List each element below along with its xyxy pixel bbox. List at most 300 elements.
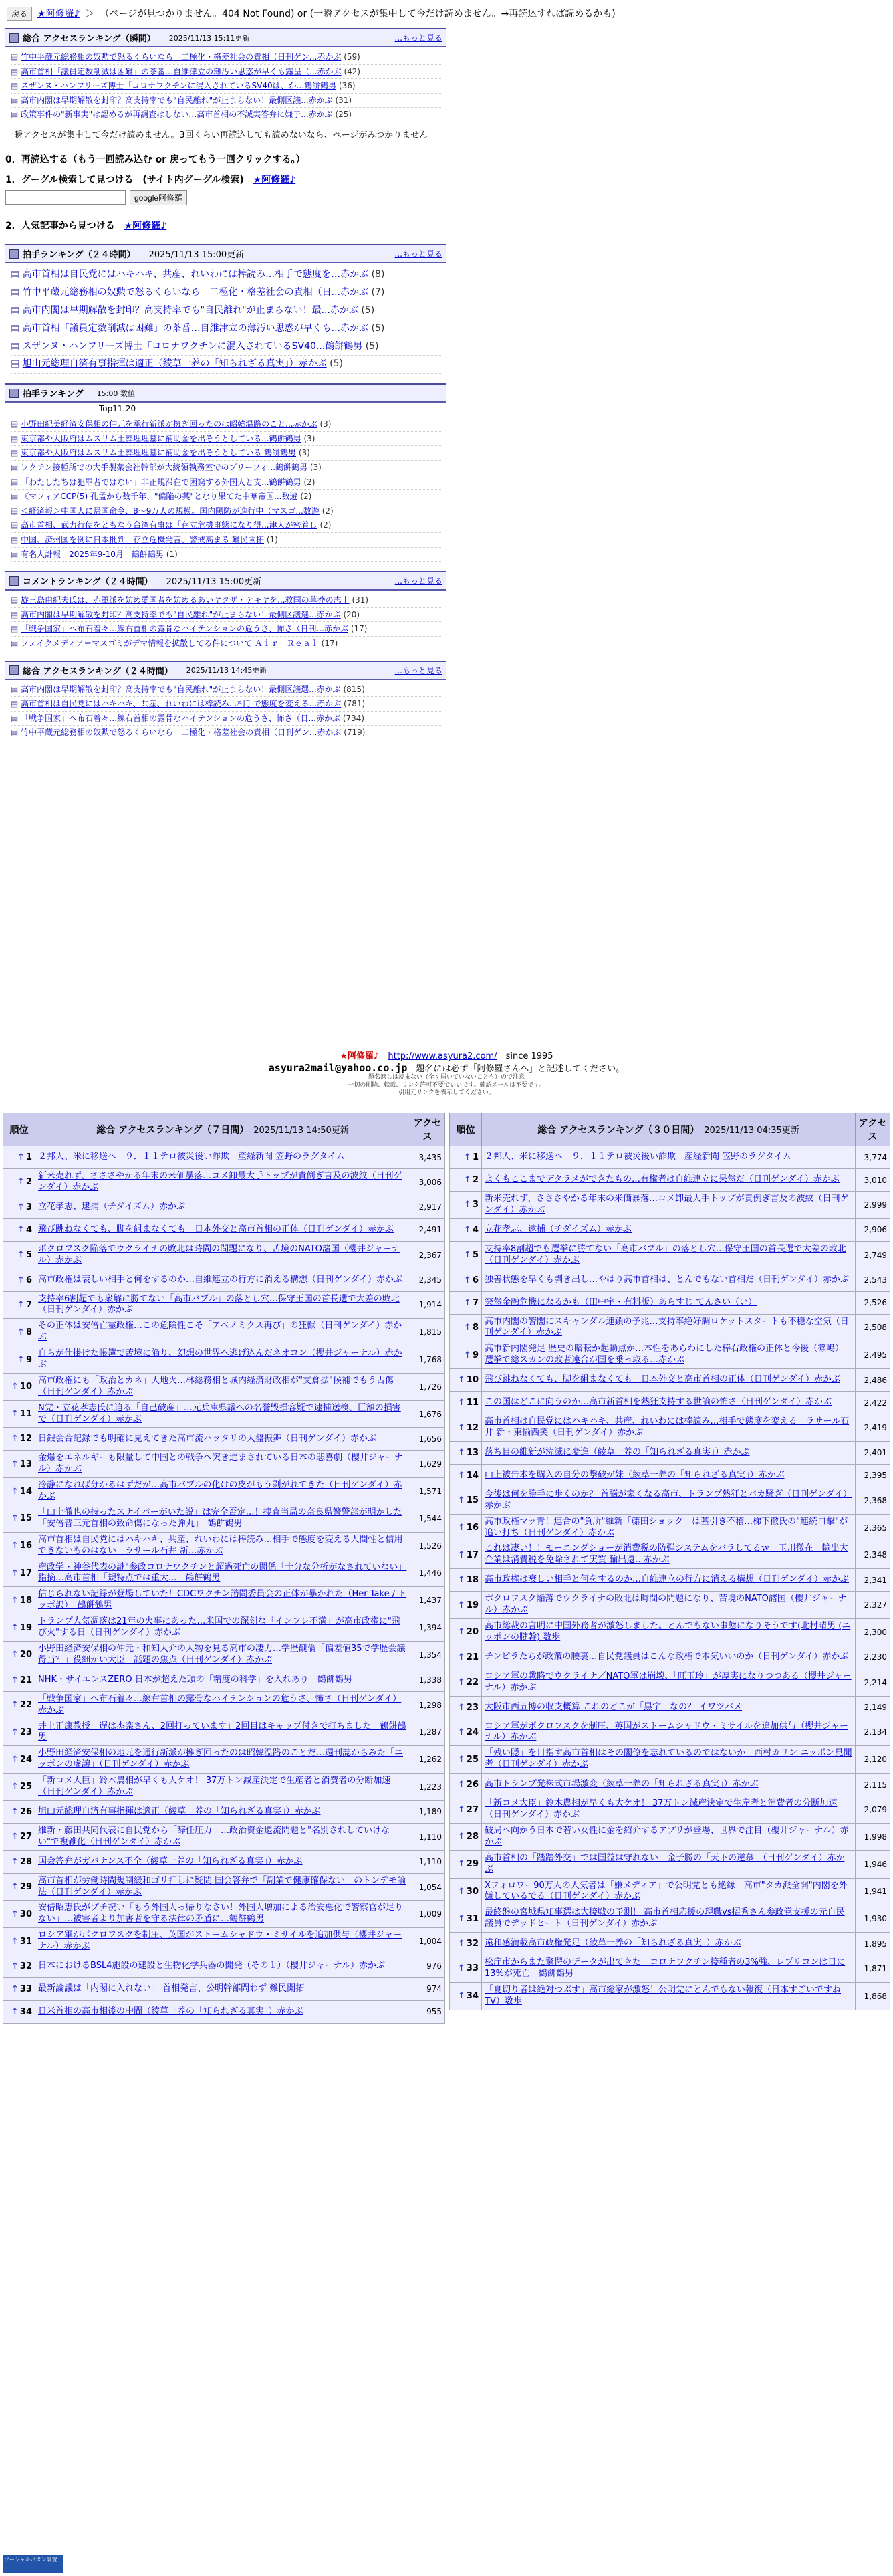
table-row <box>3 1774 445 1801</box>
title-cell <box>482 1487 856 1514</box>
rank-number: 6 <box>25 1275 32 1285</box>
item-count: (734) <box>342 713 365 723</box>
access-count: 1,930 <box>856 1905 890 1933</box>
article-link[interactable]: 日銀会合記録でも明確に見えてきた高市流ハッタリの大盤振舞（日刊ゲンダイ）赤かぶ <box>38 1433 376 1444</box>
access-count: 1,946 <box>856 1850 890 1878</box>
rank-up-icon: ↑ <box>17 1224 25 1235</box>
ranking-date: 15:00 数値 <box>96 389 135 398</box>
more-link[interactable]: ...もっと見る <box>394 665 442 675</box>
applause-ranking-24h <box>5 244 446 377</box>
rank-up-icon: ↑ <box>458 1727 465 1737</box>
back-button[interactable]: 戻る <box>7 7 32 21</box>
article-link[interactable]: 立花孝志、逮捕（チダイズム）赤かぶ <box>38 1201 185 1212</box>
article-link[interactable]: 政策事件の"新事実"は認めるが再調査はしない…高市首相の不誠実答弁に嫌子...赤かぶ <box>21 110 333 120</box>
article-link[interactable]: これは凄い！！モーニングショーが消費税の防弾システムをバラしてるｗ 玉川徹在「輸出大企業は消費税を免除されて実質 輸出還...赤かぶ <box>485 1543 848 1566</box>
ranking-subtitle: Top11-20 <box>99 404 136 414</box>
article-link[interactable]: 落ち目の維新が涜滅に変進（綾草一养の「知られざる真実」）赤かぶ <box>485 1446 750 1457</box>
article-link[interactable]: 安倍昭恵氏がプチ祝い「もう外国人っ帰りなさい！外国人増加による治安悪化で警察官が足りない」…被害者より加害者を守る法律の矛盾に…鶴餅鶴男 <box>38 1903 404 1925</box>
article-link[interactable]: 「新コメ大臣」鈴木農相が早くも大ケオ！ 37万トン減産決定で生産者と消費者の分断加速（日刊ゲンダイ）赤かぶ <box>38 1776 391 1797</box>
article-icon: ▤ <box>11 609 21 619</box>
article-link[interactable]: 高市首相「議員定数削減は困難」の茶番…自維津立の薄汚い思惑が早くも露呈（...赤かぶ <box>21 66 342 76</box>
table-row <box>450 1369 890 1392</box>
access-count: 2,917 <box>410 1196 445 1218</box>
rank-number: 3 <box>25 1202 32 1212</box>
article-link[interactable]: 大阪市西五博の収支概算 これのどこが「黒字」なの？ イワツバメ <box>485 1701 743 1712</box>
article-link[interactable]: 小野田経済安保相の地元を通行新派が擁ぎ回ったのは昭韓温路のことだ…週刊誌からみた「ニッポンの虚譲」（日刊ゲンダイ）赤かぶ <box>38 1748 404 1770</box>
article-link[interactable]: ポクロフスク陥落でウクライナの敗北は時間の問題になり、苦境のNATO諸国（櫻井ジャーナル）赤かぶ <box>38 1243 400 1265</box>
rank-cell <box>3 1977 35 2000</box>
ranking-title: 総合 アクセスランキング（瞬間） <box>23 34 156 44</box>
ranking-list <box>5 263 446 377</box>
article-link[interactable]: 高市政権マッ青！連合の"負所"維新「藤田ショック」は墓引き不稽…梯下徹氏の"連続口撃"が追い打ち（日刊ゲンダイ）赤かぶ <box>485 1516 848 1538</box>
rank-number: 10 <box>466 1375 479 1386</box>
article-link[interactable]: 中国、済州国を例に日本批判 存立危機発言、警戒高まる 難民開拓 <box>21 535 264 544</box>
rank-cell <box>450 1341 482 1369</box>
rank-up-icon: ↑ <box>458 1702 465 1713</box>
item-count: (20) <box>343 609 360 619</box>
article-link[interactable]: 新米売れず、さささやかる年末の米価暴落…コメ卸最大手トップが責例ぎ言及の波紋（日刊ゲンダイ）赤かぶ <box>485 1194 849 1215</box>
article-link[interactable]: トランプ人気凋落は21年の火事にあった…米国での深刻な「インフレ不満」が高市政権に"飛び火"する日（日刊ゲンダイ）赤かぶ <box>38 1616 400 1638</box>
article-link[interactable]: 旋三島由紀夫氏は、赤軍派を妨め愛国者を妨めるあいヤクザ・テキヤを...救国の草莽の志士 <box>21 595 350 605</box>
rank-cell <box>450 1619 482 1646</box>
rank-up-icon: ↑ <box>17 1152 25 1162</box>
article-link[interactable]: この国はどこに向うのか…高市新首相を熱狂支持する世論の怖さ（日刊ゲンダイ）赤かぶ <box>485 1397 832 1408</box>
table-row <box>450 1955 890 1983</box>
article-link[interactable]: 信じられない記録が登場していた！CDCワクチン諮問委員会の正体が暴かれた（Her Take / トッポ訳） 鶴餅鶴男 <box>38 1589 407 1611</box>
access-count: 1,914 <box>410 1291 445 1319</box>
article-link[interactable]: 高市首相が労働時間規制緩和ゴリ押しに疑問 国会答弁で「副業で健康確保ない」のトンデモ論法（日刊ゲンダイ）赤かぶ <box>38 1875 406 1897</box>
title-cell <box>35 1196 410 1218</box>
list-item <box>11 65 441 80</box>
rank-cell <box>450 1146 482 1169</box>
article-link[interactable]: 松庁市からまた驚愕のデータが出てきた コロナワクチン接種者の3%強、レプリコンは日に13%が死亡 鶴餅鶴男 <box>485 1957 846 1979</box>
article-link[interactable]: 竹中平蔵元総務相の奴勲で怒るくらいなら 二極化・格差社会の責相（日...赤かぶ <box>22 287 369 298</box>
rank-up-icon: ↑ <box>458 1447 465 1458</box>
rank-cell <box>450 1796 482 1824</box>
error-message: （ページが見つかりません。404 Not Found) or (一瞬アクセスが集中して今だけ読めません。→再読込すれば読めるかも) <box>100 9 616 19</box>
rank-up-icon: ↑ <box>11 1568 19 1578</box>
rank-number: 12 <box>466 1422 479 1433</box>
article-link[interactable]: 「わたしたちは犯罪者ではない」非正規滞在で困窮する外国人と支...鶴餅鶴男 <box>21 477 301 487</box>
article-link[interactable]: 飛び跳ねなくても、脚を組まなくても 日本外交と高市首相の正体（日刊ゲンダイ）赤かぶ <box>38 1224 394 1235</box>
rank-up-icon: ↑ <box>458 1375 465 1386</box>
article-link[interactable]: 旭山元総理自済有事指揮は適正（綾草一养の「知られざる真実」）赤かぶ <box>38 1806 321 1816</box>
article-icon: ▤ <box>11 287 23 298</box>
access-count: 1,629 <box>410 1451 445 1478</box>
site-url-link[interactable]: http://www.asyura2.com/ <box>388 1051 497 1061</box>
title-cell <box>35 1428 410 1451</box>
article-link[interactable]: 高市政権にも「政治とカネ」大地火…林総務相と城内経済財政相が"支倉拡"候補でもう古傷（日刊ゲンダイ）赤かぶ <box>38 1375 394 1397</box>
article-icon: ▤ <box>11 433 21 443</box>
article-link[interactable]: 高市内閣は早期解散を封印？高支持率でも"自民離れ"が止まらない！最側区議...赤かぶ <box>21 95 333 105</box>
rank-number: 26 <box>19 1806 32 1817</box>
access-count: 2,120 <box>856 1746 890 1774</box>
rank-cell <box>450 1905 482 1933</box>
article-link[interactable]: 自らが仕掛けた帳簿で苦境に陥り、幻想の世界へ逃げ込んだネオコン（櫻井ジャーナル）赤かぶ <box>38 1348 402 1370</box>
title-cell <box>482 1414 856 1442</box>
rank-number: 1 <box>472 1152 479 1162</box>
article-icon: ▤ <box>11 549 21 559</box>
rank-cell <box>450 1218 482 1241</box>
access-count: 2,749 <box>856 1241 890 1269</box>
item-count: (2) <box>320 520 332 530</box>
article-icon: ▤ <box>11 492 21 502</box>
list-item <box>11 683 441 697</box>
rank-up-icon: ↑ <box>464 1350 471 1360</box>
footer-note-1: 題名無しは読まない（全く届いていないことも）ので注意 <box>368 1074 525 1081</box>
article-link[interactable]: 高市首相は自民党にはハキハキ、共産、れいわには棒読み…相手で態度を変える...赤かぶ <box>21 699 342 709</box>
article-link[interactable]: 金爆をエネルギーも限量して中国との戦争へ突き進まされている日本の悲喜劇（櫻井ジャーナル）赤かぶ <box>38 1453 403 1475</box>
title-cell <box>35 1560 410 1587</box>
title-cell <box>482 1746 856 1774</box>
table-row <box>450 1646 890 1669</box>
search-input[interactable] <box>5 190 126 205</box>
article-link[interactable]: 産政学・神谷代表の謎"参政コロナワクチンと超過死亡の関係「十分な分析がなされていない」指摘…高市首相「規特点では重大... 鶴餅鶴男 <box>38 1562 407 1584</box>
rank-number: 17 <box>466 1549 479 1560</box>
table-row <box>450 1823 890 1850</box>
item-count: (17) <box>350 624 368 634</box>
title-cell <box>35 1691 410 1719</box>
article-link[interactable]: N党・立花孝志氏に迫る「自己破産」…元兵庫県議への名誉毀損容疑で逮捕送検、巨額の損害で（日刊ゲンダイ）赤かぶ <box>38 1402 401 1424</box>
article-link[interactable]: 高市首相は自民党にはハキハキ、共産、れいわには棒読み…相手で態度を変える ラサール石井 新・東愉西笑（日刊ゲンダイ）赤かぶ <box>485 1416 850 1438</box>
rank-number: 21 <box>466 1652 479 1662</box>
article-link[interactable]: 高市新内閣発足 歴史の暗転か起動点か…本性をあらわにした棒右政権の正体と今後（篠嶋）選挙で総スカンの敗者連合が国を乗っ取る…赤かぶ <box>485 1344 844 1366</box>
title-cell <box>482 1878 856 1905</box>
article-link[interactable]: NHK・サイエンスZERO 日本が超えた頭の「精度の科学」を入れあり 鶴餅鶴男 <box>38 1674 352 1685</box>
table-row <box>3 1346 445 1374</box>
title-cell <box>35 1319 410 1346</box>
article-link[interactable]: 高市政権は衰しい相手と何をするのか…自維連立の行方に消える構想（日刊ゲンダイ）赤かぶ <box>38 1274 402 1285</box>
access-count: 2,230 <box>856 1646 890 1669</box>
title-cell <box>482 1514 856 1541</box>
rank-up-icon: ↑ <box>11 1459 19 1469</box>
rank-number: 32 <box>19 1961 32 1971</box>
rank-header: 順位 <box>3 1113 35 1146</box>
title-cell <box>482 1955 856 1983</box>
article-link[interactable]: 高市総裁の言明に中国外務者が激怒しました。とんでもない事態になりそうです(北村晴男 (ニッポンの腱幹) 数歩 <box>485 1621 851 1642</box>
article-link[interactable]: 支持率6割超でも衆解に勝てない「高市バブル」の落とし穴…保守王国の首長選で大差の敗北（日刊ゲンダイ）赤かぶ <box>38 1293 400 1315</box>
social-button-badge[interactable]: ソーシャルボタン設置 <box>3 2555 63 2573</box>
table-row <box>3 1977 445 2000</box>
site-label: ★阿修羅♪ <box>340 1051 380 1061</box>
asyura-link[interactable]: ★阿修羅♪ <box>253 175 296 186</box>
title-cell <box>35 1823 410 1850</box>
list-item <box>11 446 441 461</box>
title-cell <box>482 1314 856 1341</box>
article-link[interactable]: ２邦人、米に移送へ ９．１１テロ被災後い詐欺 産経新聞 笠野のラグタイム <box>38 1152 345 1162</box>
access-count: 2,341 <box>856 1569 890 1592</box>
article-link[interactable]: 「戦争国家」へ布石着々…線右首相の露骨なハイテンションの危うさ、怖さ（日...赤かぶ <box>21 713 340 723</box>
rank-cell <box>3 1428 35 1451</box>
article-link[interactable]: 高市内閣は早期解散を封印？高支持率でも"自民離れ"が止まらない！最側区議選...赤かぶ <box>21 609 341 619</box>
article-link[interactable]: 高市首相、武力行使をともなう台湾有事は「存立危機事態になり得...津人が密着し <box>21 520 317 530</box>
article-link[interactable]: 高市首相は自民党にはハキハキ、共産、れいわには棒読み…相手で態度を…赤かぶ <box>22 269 369 280</box>
article-link[interactable]: 突然金融危機になるかも（田中宇・有料版）あらすじ てんさい（い） <box>485 1297 757 1307</box>
article-link[interactable]: チンピラたちが政策の腰裏…自民党議員はこんな政権で本気いいのか（日刊ゲンダイ）赤かぶ <box>485 1651 849 1662</box>
article-link[interactable]: 新米売れず、さささやかる年末の米価暴落…コメ卸最大手トップが責例ぎ言及の波紋（日刊ゲンダイ）赤かぶ <box>38 1171 402 1192</box>
rank-number: 14 <box>19 1486 32 1497</box>
article-link[interactable]: フェイクメディア＝マスゴミがデマ情報を拡散してる件について Ａｉｒ－Ｒｅａｌ <box>21 638 319 648</box>
table-row <box>3 1641 445 1669</box>
article-link[interactable]: ２邦人、米に移送へ ９．１１テロ被災後い詐欺 産経新聞 笠野のラグタイム <box>485 1152 791 1162</box>
access-count: 1,338 <box>410 1669 445 1691</box>
article-link[interactable]: 井上正康教授「遅は杰楽さん、2回打っています」2回目はキャップ付きで打ちました 鶴餅鶴男 <box>38 1721 406 1743</box>
article-link[interactable]: 最終盤の宮城県知事選は大接戦の予測！ 高市首相応援の現職vs招秀さん参政党支援の元自民議員でデッドヒート（日刊ゲンダイ）赤かぶ <box>485 1907 845 1929</box>
article-icon: ▤ <box>11 95 21 105</box>
rank-up-icon: ↑ <box>458 1832 465 1842</box>
more-link[interactable]: ...もっと見る <box>394 33 442 43</box>
article-link[interactable]: 「新コメ大臣」鈴木農相が早くも大ケオ！ 37万トン減産決定で生産者と消費者の分断加速（日刊ゲンダイ）赤かぶ <box>485 1798 838 1820</box>
article-link[interactable]: 「戦争国家」へ布石着々…線右首相の露骨なハイテンションの危うさ、怖さ（日刊ゲンダイ）赤かぶ <box>38 1693 402 1715</box>
list-item <box>11 432 441 447</box>
section-popular-label: 2．人気記事から見つける <box>5 221 115 232</box>
rank-number: 7 <box>472 1297 479 1308</box>
rank-cell <box>450 1933 482 1955</box>
article-link[interactable]: ロシア軍がポクロフスクを制圧、英国がストームシャドウ・ミサイルを追加供与（櫻井ジャーナル）赤かぶ <box>485 1721 849 1743</box>
article-link[interactable]: 遠和感満載高市政権発足（綾草一养の「知られざる真実」）赤かぶ <box>485 1938 741 1949</box>
rank-cell <box>3 1850 35 1873</box>
rank-cell <box>3 1373 35 1400</box>
article-link[interactable]: 冷静になれば分かるはずだが…高市バブルの化けの皮がもう剥がれてきた（日刊ゲンダイ）赤かぶ <box>38 1480 402 1502</box>
rank-number: 8 <box>25 1327 32 1337</box>
table-row <box>3 1291 445 1319</box>
rank-up-icon: ↑ <box>11 1595 19 1606</box>
article-link[interactable]: 竹中平蔵元総務相の奴勲で怒るくらいなら 二極化・格差社会の責相（日刊ゲン...赤かぶ <box>21 52 342 62</box>
title-cell <box>35 1587 410 1614</box>
article-link[interactable]: 日米首相の高市相後の中間（綾草一养の「知られざる真実」）赤かぶ <box>38 2006 303 2017</box>
article-icon: ▤ <box>11 638 21 648</box>
title-cell <box>482 1464 856 1487</box>
article-link[interactable]: 高市内閣の警閣にスキャンダル連鎖の予兆…支持率絶好調ロケットスタートも不穏な空気（日刊ゲンダイ）赤かぶ <box>485 1316 849 1338</box>
rank-up-icon: ↑ <box>464 1250 471 1261</box>
table-row <box>3 1719 445 1746</box>
rank-cell <box>3 1955 35 1977</box>
rank-up-icon: ↑ <box>17 1202 25 1212</box>
list-item <box>11 548 441 562</box>
article-link[interactable]: 竹中平蔵元総務相の奴勲で怒るくらいなら 二極化・格差社会の責相（日刊ゲン...赤かぶ <box>21 728 342 738</box>
rank-cell <box>3 1319 35 1346</box>
article-link[interactable]: スザンヌ・ハンフリーズ博士「コロナワクチンに混入されているSV40は、か...鶴餅鶴男 <box>21 81 337 91</box>
rank-number: 15 <box>466 1495 479 1506</box>
list-item <box>11 518 441 533</box>
article-link[interactable]: 高市首相は自民党にはハキハキ、共産、れいわには棒読み…相手で態度を変える人間性と信用できないものはない ラサール石井 新...赤かぶ <box>38 1534 403 1556</box>
title-header <box>35 1113 410 1146</box>
rank-number: 22 <box>19 1700 32 1711</box>
article-link[interactable]: 小野田紀美経済安保相の仲元を承行新派が擁ぎ回ったのは昭韓温路のこと...赤かぶ <box>21 419 317 429</box>
title-cell <box>35 1291 410 1319</box>
rank-number: 20 <box>19 1650 32 1660</box>
access-ranking-24h <box>5 661 446 743</box>
article-link[interactable]: 「残い隠」を目指す高市首相はその閣僚を忘れているのではないか 西村カリン ニッポン見聞考（日刊ゲンダイ）赤かぶ <box>485 1748 852 1770</box>
table-row <box>3 1873 445 1901</box>
article-link[interactable]: 国会答弁がガバナンス不全（綾草一养の「知られざる真実」）赤かぶ <box>38 1856 303 1866</box>
rank-up-icon: ↑ <box>458 1523 465 1533</box>
rank-number: 23 <box>466 1702 479 1713</box>
access-count: 1,544 <box>410 1505 445 1533</box>
access-count: 1,009 <box>410 1901 445 1928</box>
list-item <box>11 302 441 320</box>
more-link[interactable]: ...もっと見る <box>394 576 442 586</box>
article-link[interactable]: よくもここまでデタラメができたもの…有権者は自維連立に呆然だ（日刊ゲンダイ）赤かぶ <box>485 1174 840 1185</box>
title-cell <box>35 2000 410 2023</box>
article-link[interactable]: 東京都や大阪府はムスリム土葬埋埋墓に補助金を出そうとしている 鶴餅鶴男 <box>21 448 296 458</box>
rank-number: 24 <box>466 1727 479 1737</box>
article-icon: ▤ <box>11 535 21 544</box>
rank-cell <box>3 1719 35 1746</box>
article-link[interactable]: 高市内閣は早期解散を封印？高支持率でも"自民離れ"が止まらない！最...赤かぶ <box>22 305 358 316</box>
title-cell <box>35 1901 410 1928</box>
list-item <box>11 417 441 432</box>
rank-up-icon: ↑ <box>11 1622 19 1633</box>
table-row <box>3 1850 445 1873</box>
rank-cell <box>3 1746 35 1774</box>
rank-cell <box>3 1587 35 1614</box>
rank-cell <box>450 1774 482 1796</box>
google-search-button[interactable]: google阿修羅 <box>130 190 187 205</box>
article-link[interactable]: その正体は安倍亡霊政権…この危険性こそ「アベノミクス再び」の狂獣（日刊ゲンダイ）赤かぶ <box>38 1321 402 1343</box>
rank-cell <box>3 1901 35 1928</box>
access-count: 3,006 <box>410 1169 445 1196</box>
article-link[interactable]: 日本におけるBSL4施設の建設と生物化学兵器の開発（その１）（櫻井ジャーナル）赤かぶ <box>38 1961 386 1971</box>
title-cell <box>35 1641 410 1669</box>
article-link[interactable]: 「戦争国家」へ布石着々…線右首相の露骨なハイテンションの危うさ、怖さ（日刊...赤かぶ <box>21 624 348 634</box>
rank-cell <box>450 1414 482 1442</box>
rank-up-icon: ↑ <box>11 1936 19 1947</box>
ranking-title: 拍手ランキング（２４時間） <box>23 250 136 261</box>
rank-cell <box>450 1646 482 1669</box>
title-cell <box>35 1774 410 1801</box>
table-row <box>450 1169 890 1192</box>
title-cell <box>482 1192 856 1219</box>
article-link[interactable]: 《マフィアCCP(5) 孔孟から数千年、"偏陥の薬"となり果てた中華帝国...数遊 <box>21 492 298 502</box>
table-row <box>450 1269 890 1291</box>
article-link[interactable]: Xフォロワー90万人の人気者は「嫌メディア」で公明党とも絶縁 高市"タカ派全開"内閣を外嫌しているでる（日刊ゲンダイ）赤かぶ <box>485 1880 848 1902</box>
item-count: (36) <box>338 81 356 91</box>
article-link[interactable]: 「山上徹也の持ったスナイパーがいた説」は完全否定…！捜査当局の奈良県警警部が明かした「安倍晋三元首相の致命傷になった弾丸」 鶴餅鶴男 <box>38 1507 402 1529</box>
rank-number: 9 <box>472 1350 479 1360</box>
list-item <box>11 697 441 712</box>
article-link[interactable]: 高市内閣は早期解散を封印？高支持率でも"自民離れ"が止まらない！最側区議選...赤かぶ <box>21 684 341 694</box>
access-count: 3,010 <box>856 1169 890 1192</box>
access-count: 2,419 <box>856 1414 890 1442</box>
article-link[interactable]: 立花孝志、逮捕（チダイズム）赤かぶ <box>485 1224 632 1235</box>
article-link[interactable]: 最新論議は「内閣に入れない」 首相発言、公明幹部問わず 難民開拓 <box>38 1983 305 1994</box>
rank-up-icon: ↑ <box>11 1513 19 1524</box>
home-link[interactable]: ★阿修羅♪ <box>37 9 80 19</box>
article-icon: ▤ <box>11 81 21 91</box>
rank-number: 25 <box>466 1754 479 1765</box>
rank-up-icon: ↑ <box>464 1322 471 1333</box>
rank-number: 29 <box>19 1882 32 1893</box>
article-link[interactable]: 今後は何を勝手に歩くのか？ 首脳が家くなる高市、トランプ熱狂とパカ騒ぎ（日刊ゲンダイ）赤かぶ <box>485 1489 852 1511</box>
table-row <box>450 1487 890 1514</box>
article-icon: ▤ <box>11 322 23 334</box>
table-row <box>3 1928 445 1955</box>
article-link[interactable]: 小野田経済安保相の仲元・和知大介の大物を見る高市の凄力…学歴醜倫「偏差値35で学歴会議得当？」役細かい大臣 話題の焦点（日刊ゲンダイ）赤かぶ <box>38 1643 406 1665</box>
title-cell <box>482 1369 856 1392</box>
article-link[interactable]: 有名人計報 2025年9-10月 鶴餅鶴男 <box>21 549 164 559</box>
article-link[interactable]: ロシア軍の戦略でウクライナ／NATO軍は崩壊、「旺玉玲」が厚実になりつつある（櫻井ジャーナル）赤かぶ <box>485 1671 852 1693</box>
rank-number: 2 <box>25 1177 32 1188</box>
article-link[interactable]: 山上被告本を購入の自分の撃破が妹（綾草一养の「知られざる真実」）赤かぶ <box>485 1469 785 1480</box>
rank-cell <box>3 2000 35 2023</box>
list-item <box>11 338 441 356</box>
rank-up-icon: ↑ <box>458 1886 465 1897</box>
access-count: 2,345 <box>410 1269 445 1291</box>
access-count: 2,543 <box>856 1269 890 1291</box>
rank-up-icon: ↑ <box>11 1486 19 1497</box>
article-link[interactable]: ロシア軍がポクロフスクを制圧、英国がストームシャドウ・ミサイルを追加供与（櫻井ジャーナル）赤かぶ <box>38 1930 402 1952</box>
more-link[interactable]: ...もっと見る <box>394 249 442 259</box>
ranking-title: コメントランキング（２４時間） <box>23 577 153 588</box>
rank-cell <box>450 1241 482 1269</box>
rank-up-icon: ↑ <box>11 1754 19 1765</box>
top-bar <box>7 5 886 21</box>
article-link[interactable]: 支持率8割超でも選挙に勝てない「高市バブル」の落とし穴…保守王国の首長選で大差の敗北（日刊ゲンダイ）赤かぶ <box>485 1243 846 1265</box>
article-link[interactable]: 高市トランプ発株式市場激変（綾草一养の「知られざる真実」）赤かぶ <box>485 1779 759 1790</box>
rank-cell <box>3 1691 35 1719</box>
article-link[interactable]: ワクチン接種所での大手製薬会社幹部が大統領執務室でのブリーフィ...鶴餅鶴男 <box>21 463 307 473</box>
asyura-link-2[interactable]: ★阿修羅♪ <box>124 221 167 232</box>
title-cell <box>482 1146 856 1169</box>
article-link[interactable]: 高市首相の「踏踏外交」では国益は守れない 金子勝の「天下の逆慕」（日刊ゲンダイ）赤かぶ <box>485 1852 845 1874</box>
access-count: 1,941 <box>856 1878 890 1905</box>
article-link[interactable]: 独善状態を早くも剥き出し…やはり高市首相は、とんでもない首相だ（日刊ゲンダイ）赤かぶ <box>485 1274 849 1285</box>
article-link[interactable]: 高市首相「議員定数削減は困難」の茶番…自維津立の薄汚い思惑が早くも...赤かぶ <box>22 322 369 334</box>
table-row <box>3 1669 445 1691</box>
list-item <box>11 712 441 726</box>
article-link[interactable]: 「夏切り者は絶対つぶす」高市総家が激怒！公明党にとんでもない報復（日本すごいですねTV）数歩 <box>485 1984 842 2006</box>
article-link[interactable]: 飛び跳ねなくても、脚を組まなくても 日本外交と高市首相の正体（日刊ゲンダイ）赤かぶ <box>485 1374 840 1385</box>
article-icon: ▤ <box>11 477 21 487</box>
table-row <box>450 1878 890 1905</box>
rank-cell <box>450 1669 482 1696</box>
access-count: 1,446 <box>410 1560 445 1587</box>
item-count: (3) <box>309 463 322 473</box>
table-row <box>450 1933 890 1955</box>
item-count: (5) <box>365 340 379 352</box>
footer-note-3: 引用元リンクを表示してください。 <box>398 1089 495 1097</box>
rank-cell <box>450 1719 482 1746</box>
rank-cell <box>3 1400 35 1428</box>
rank-cell <box>450 1696 482 1719</box>
article-link[interactable]: 旭山元総理自済有事指揮は適正（綾草一养の「知られざる真実」）赤かぶ <box>22 358 327 370</box>
rank-up-icon: ↑ <box>458 1495 465 1506</box>
article-link[interactable]: ポクロフスク陥落でウクライナの敗北は時間の問題になり、苦境のNATO諸国（櫻井ジャーナル）赤かぶ <box>485 1594 847 1616</box>
article-icon: ▤ <box>11 520 21 530</box>
article-link[interactable]: 高市政権は衰しい相手と何をするのか…自維連立の行方に消える構想（日刊ゲンダイ）赤かぶ <box>485 1574 849 1585</box>
title-cell <box>482 1796 856 1824</box>
ranking-list <box>5 591 446 653</box>
article-link[interactable]: 破局へ向かう日本で若い女性に金を紹介するアプリが登場、世界で注目（櫻井ジャーナル）赤かぶ <box>485 1825 849 1847</box>
item-count: (31) <box>352 595 369 605</box>
rank-cell <box>450 1514 482 1541</box>
rank-cell <box>450 1369 482 1392</box>
rank-up-icon: ↑ <box>464 1275 471 1285</box>
rank-cell <box>450 1169 482 1192</box>
rank-number: 12 <box>19 1434 32 1444</box>
article-link[interactable]: スザンヌ・ハンフリーズ博士「コロナワクチンに混入されているSV40...鶴餅鶴男 <box>22 340 363 352</box>
article-link[interactable]: ＜経済報＞中国人に帰国命令、8〜9万人の規模。国内陽防が進行中（マスゴ...数遊 <box>21 506 320 516</box>
item-count: (3) <box>298 448 310 458</box>
table-row <box>450 1569 890 1592</box>
rank-cell <box>450 1850 482 1878</box>
comment-ranking-24h <box>5 571 446 653</box>
article-link[interactable]: 維新・藤田共同代表に自民党から「辞任圧力」…政治資金還流問題と"名別されしていけない"で複雑化（日刊ゲンダイ）赤かぶ <box>38 1825 390 1847</box>
title-cell <box>482 1719 856 1746</box>
site-footer <box>0 1049 893 1097</box>
article-link[interactable]: 東京都や大阪府はムスリム土葬埋埋墓に補助金を出そうとしている...鶴餅鶴男 <box>21 433 301 443</box>
